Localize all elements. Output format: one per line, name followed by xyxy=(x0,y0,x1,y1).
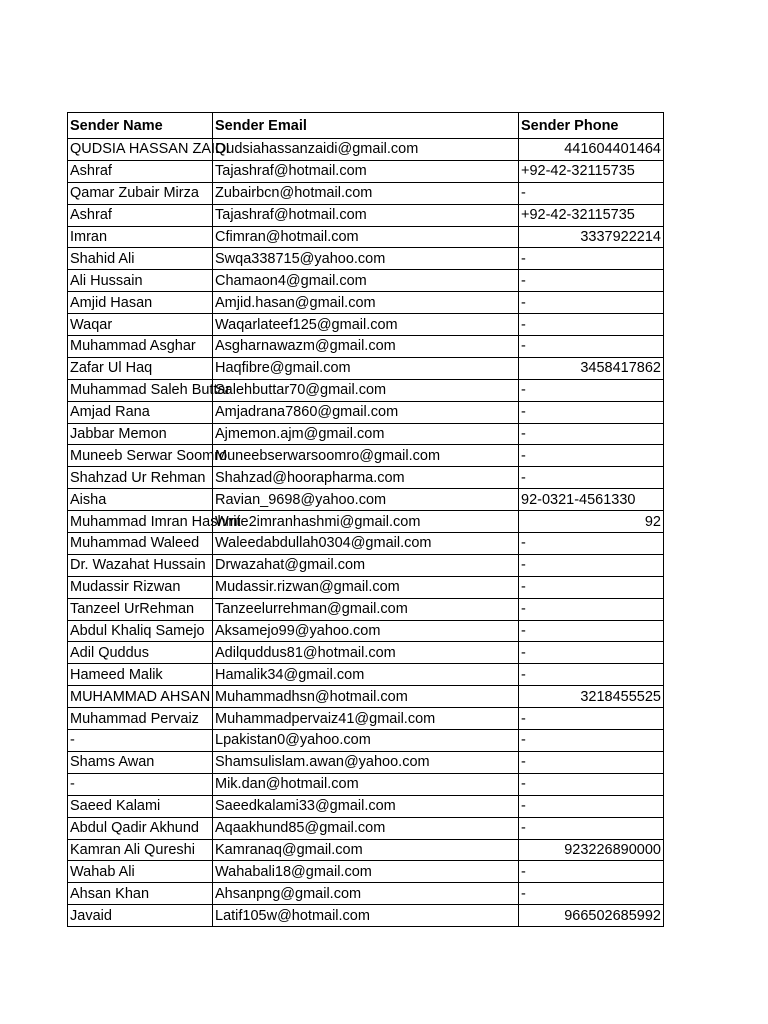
cell-sender-name[interactable]: - xyxy=(68,773,213,795)
cell-sender-email[interactable]: Mudassir.rizwan@gmail.com xyxy=(213,576,519,598)
cell-sender-email[interactable]: Latif105w@hotmail.com xyxy=(213,905,519,927)
cell-sender-email[interactable]: Chamaon4@gmail.com xyxy=(213,270,519,292)
table-row xyxy=(68,883,664,905)
sender-table xyxy=(67,112,664,927)
cell-sender-name[interactable]: Shahzad Ur Rehman xyxy=(68,467,213,489)
cell-sender-email[interactable]: Tajashraf@hotmail.com xyxy=(213,204,519,226)
cell-sender-email[interactable]: Waqarlateef125@gmail.com xyxy=(213,314,519,336)
cell-sender-phone[interactable]: - xyxy=(519,773,664,795)
cell-sender-name[interactable]: Qamar Zubair Mirza xyxy=(68,182,213,204)
cell-sender-phone[interactable]: - xyxy=(519,533,664,555)
cell-sender-phone[interactable]: - xyxy=(519,248,664,270)
cell-sender-phone[interactable]: - xyxy=(519,730,664,752)
cell-sender-phone[interactable]: - xyxy=(519,314,664,336)
cell-sender-phone[interactable]: - xyxy=(519,708,664,730)
cell-sender-email[interactable]: Ahsanpng@gmail.com xyxy=(213,883,519,905)
cell-sender-phone[interactable]: - xyxy=(519,445,664,467)
cell-sender-phone[interactable]: - xyxy=(519,883,664,905)
cell-sender-name[interactable]: Shahid Ali xyxy=(68,248,213,270)
cell-sender-name[interactable]: Muhammad Saleh Buttar xyxy=(68,379,213,401)
cell-sender-phone[interactable]: - xyxy=(519,795,664,817)
cell-sender-phone[interactable]: +92-42-32115735 xyxy=(519,204,664,226)
table-row xyxy=(68,664,664,686)
cell-sender-phone[interactable]: 92-0321-4561330 xyxy=(519,489,664,511)
cell-sender-phone[interactable]: - xyxy=(519,379,664,401)
table-row xyxy=(68,708,664,730)
table-row xyxy=(68,357,664,379)
table-row xyxy=(68,576,664,598)
cell-sender-phone[interactable]: +92-42-32115735 xyxy=(519,160,664,182)
cell-sender-name[interactable]: Zafar Ul Haq xyxy=(68,357,213,379)
cell-sender-name[interactable]: Amjad Rana xyxy=(68,401,213,423)
cell-sender-email[interactable]: Zubairbcn@hotmail.com xyxy=(213,182,519,204)
header-sender-phone[interactable]: Sender Phone xyxy=(519,113,664,139)
cell-sender-name[interactable]: Mudassir Rizwan xyxy=(68,576,213,598)
cell-sender-name[interactable]: Adil Quddus xyxy=(68,642,213,664)
cell-sender-phone[interactable]: - xyxy=(519,401,664,423)
cell-sender-phone[interactable]: - xyxy=(519,861,664,883)
cell-sender-name[interactable]: Muhammad Waleed xyxy=(68,533,213,555)
cell-sender-name[interactable]: Javaid xyxy=(68,905,213,927)
cell-sender-email[interactable]: Lpakistan0@yahoo.com xyxy=(213,730,519,752)
cell-sender-phone[interactable]: - xyxy=(519,467,664,489)
table-row xyxy=(68,861,664,883)
cell-sender-email[interactable]: Muneebserwarsoomro@gmail.com xyxy=(213,445,519,467)
cell-sender-name[interactable]: Muhammad Imran Hashmi xyxy=(68,511,213,533)
cell-sender-name[interactable]: MUHAMMAD AHSAN xyxy=(68,686,213,708)
cell-sender-name[interactable]: Jabbar Memon xyxy=(68,423,213,445)
cell-sender-email[interactable]: Mik.dan@hotmail.com xyxy=(213,773,519,795)
cell-sender-name[interactable]: Kamran Ali Qureshi xyxy=(68,839,213,861)
table-row xyxy=(68,730,664,752)
table-row xyxy=(68,598,664,620)
table-row xyxy=(68,751,664,773)
cell-sender-name[interactable]: Amjid Hasan xyxy=(68,292,213,314)
table-row xyxy=(68,379,664,401)
cell-sender-name[interactable]: Ali Hussain xyxy=(68,270,213,292)
table-row xyxy=(68,445,664,467)
table-row xyxy=(68,795,664,817)
cell-sender-name[interactable]: - xyxy=(68,730,213,752)
cell-sender-name[interactable]: Aisha xyxy=(68,489,213,511)
cell-sender-email[interactable]: Write2imranhashmi@gmail.com xyxy=(213,511,519,533)
cell-sender-phone[interactable]: - xyxy=(519,270,664,292)
cell-sender-email[interactable]: Wahabali18@gmail.com xyxy=(213,861,519,883)
table-row xyxy=(68,620,664,642)
table-row xyxy=(68,204,664,226)
cell-sender-email[interactable]: Shahzad@hoorapharma.com xyxy=(213,467,519,489)
cell-sender-name[interactable]: Waqar xyxy=(68,314,213,336)
table-row xyxy=(68,467,664,489)
cell-sender-email[interactable]: Cfimran@hotmail.com xyxy=(213,226,519,248)
table-row xyxy=(68,554,664,576)
table-row xyxy=(68,905,664,927)
cell-sender-email[interactable]: Salehbuttar70@gmail.com xyxy=(213,379,519,401)
table-row xyxy=(68,423,664,445)
cell-sender-phone[interactable]: - xyxy=(519,598,664,620)
cell-sender-phone[interactable]: - xyxy=(519,554,664,576)
table-row xyxy=(68,226,664,248)
cell-sender-phone[interactable]: - xyxy=(519,423,664,445)
cell-sender-phone[interactable]: - xyxy=(519,642,664,664)
table-row xyxy=(68,642,664,664)
cell-sender-email[interactable]: Aqaakhund85@gmail.com xyxy=(213,817,519,839)
cell-sender-phone[interactable]: 92 xyxy=(519,511,664,533)
cell-sender-phone[interactable]: - xyxy=(519,751,664,773)
cell-sender-phone[interactable]: 3337922214 xyxy=(519,226,664,248)
cell-sender-phone[interactable]: - xyxy=(519,576,664,598)
cell-sender-name[interactable]: Imran xyxy=(68,226,213,248)
cell-sender-email[interactable]: Ajmemon.ajm@gmail.com xyxy=(213,423,519,445)
cell-sender-phone[interactable]: 3218455525 xyxy=(519,686,664,708)
cell-sender-name[interactable]: Hameed Malik xyxy=(68,664,213,686)
cell-sender-name[interactable]: Abdul Khaliq Samejo xyxy=(68,620,213,642)
cell-sender-email[interactable]: Ravian_9698@yahoo.com xyxy=(213,489,519,511)
cell-sender-email[interactable]: Adilquddus81@hotmail.com xyxy=(213,642,519,664)
cell-sender-phone[interactable]: 923226890000 xyxy=(519,839,664,861)
cell-sender-phone[interactable]: 3458417862 xyxy=(519,357,664,379)
cell-sender-name[interactable]: Abdul Qadir Akhund xyxy=(68,817,213,839)
table-row xyxy=(68,270,664,292)
cell-sender-name[interactable]: Ahsan Khan xyxy=(68,883,213,905)
cell-sender-email[interactable]: Muhammadhsn@hotmail.com xyxy=(213,686,519,708)
cell-sender-email[interactable]: Waleedabdullah0304@gmail.com xyxy=(213,533,519,555)
table-row xyxy=(68,336,664,358)
table-row xyxy=(68,773,664,795)
cell-sender-name[interactable]: Muhammad Pervaiz xyxy=(68,708,213,730)
cell-sender-phone[interactable]: - xyxy=(519,664,664,686)
table-body xyxy=(68,139,664,927)
cell-sender-email[interactable]: Tajashraf@hotmail.com xyxy=(213,160,519,182)
cell-sender-name[interactable]: QUDSIA HASSAN ZAIDI xyxy=(68,139,213,161)
cell-sender-phone[interactable]: 966502685992 xyxy=(519,905,664,927)
table-row xyxy=(68,686,664,708)
table-row xyxy=(68,511,664,533)
cell-sender-email[interactable]: Shamsulislam.awan@yahoo.com xyxy=(213,751,519,773)
cell-sender-email[interactable]: Amjadrana7860@gmail.com xyxy=(213,401,519,423)
cell-sender-email[interactable]: Saeedkalami33@gmail.com xyxy=(213,795,519,817)
cell-sender-email[interactable]: Tanzeelurrehman@gmail.com xyxy=(213,598,519,620)
cell-sender-email[interactable]: Haqfibre@gmail.com xyxy=(213,357,519,379)
header-sender-email[interactable]: Sender Email xyxy=(213,113,519,139)
table-row xyxy=(68,139,664,161)
cell-sender-name[interactable]: Saeed Kalami xyxy=(68,795,213,817)
cell-sender-email[interactable]: Aksamejo99@yahoo.com xyxy=(213,620,519,642)
header-sender-name[interactable]: Sender Name xyxy=(68,113,213,139)
cell-sender-name[interactable]: Tanzeel UrRehman xyxy=(68,598,213,620)
cell-sender-name[interactable]: Shams Awan xyxy=(68,751,213,773)
cell-sender-email[interactable]: Hamalik34@gmail.com xyxy=(213,664,519,686)
cell-sender-email[interactable]: Kamranaq@gmail.com xyxy=(213,839,519,861)
spreadsheet xyxy=(67,112,663,927)
cell-sender-name[interactable]: Ashraf xyxy=(68,160,213,182)
cell-sender-name[interactable]: Ashraf xyxy=(68,204,213,226)
cell-sender-phone[interactable]: - xyxy=(519,182,664,204)
cell-sender-phone[interactable]: - xyxy=(519,292,664,314)
cell-sender-email[interactable]: Qudsiahassanzaidi@gmail.com xyxy=(213,139,519,161)
cell-sender-email[interactable]: Drwazahat@gmail.com xyxy=(213,554,519,576)
cell-sender-phone[interactable]: 441604401464 xyxy=(519,139,664,161)
table-row xyxy=(68,533,664,555)
cell-sender-name[interactable]: Muhammad Asghar xyxy=(68,336,213,358)
table-row xyxy=(68,401,664,423)
cell-sender-phone[interactable]: - xyxy=(519,817,664,839)
table-row xyxy=(68,248,664,270)
cell-sender-phone[interactable]: - xyxy=(519,620,664,642)
table-row xyxy=(68,314,664,336)
cell-sender-name[interactable]: Wahab Ali xyxy=(68,861,213,883)
cell-sender-email[interactable]: Muhammadpervaiz41@gmail.com xyxy=(213,708,519,730)
cell-sender-name[interactable]: Dr. Wazahat Hussain xyxy=(68,554,213,576)
table-row xyxy=(68,489,664,511)
table-row xyxy=(68,817,664,839)
header-row xyxy=(68,113,664,139)
cell-sender-email[interactable]: Asgharnawazm@gmail.com xyxy=(213,336,519,358)
table-row xyxy=(68,292,664,314)
cell-sender-phone[interactable]: - xyxy=(519,336,664,358)
cell-sender-email[interactable]: Swqa338715@yahoo.com xyxy=(213,248,519,270)
table-row xyxy=(68,160,664,182)
cell-sender-name[interactable]: Muneeb Serwar Soomro xyxy=(68,445,213,467)
table-row xyxy=(68,182,664,204)
table-row xyxy=(68,839,664,861)
cell-sender-email[interactable]: Amjid.hasan@gmail.com xyxy=(213,292,519,314)
